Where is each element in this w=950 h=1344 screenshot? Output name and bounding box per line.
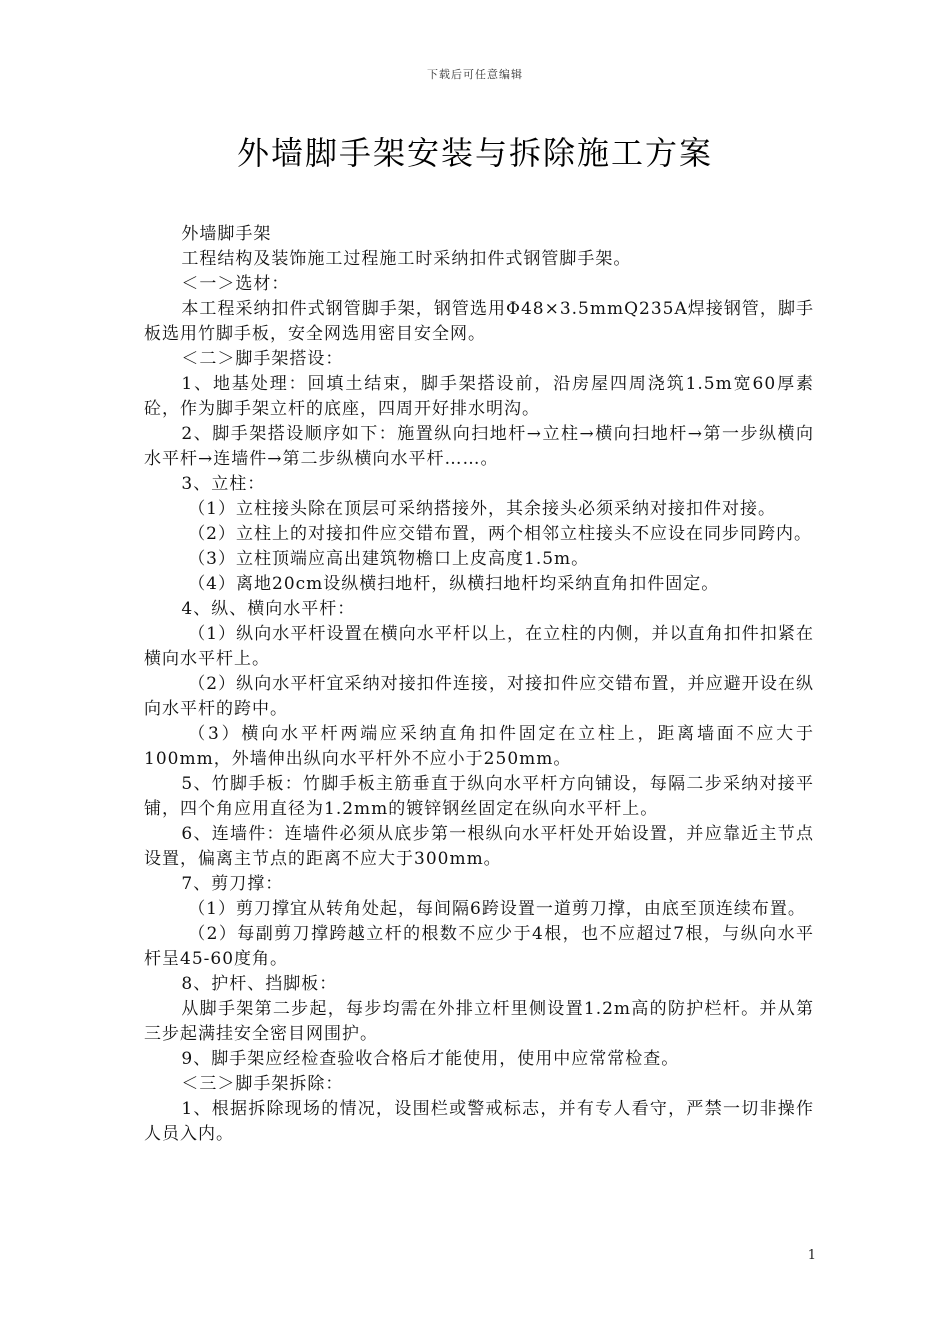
- paragraph: ＜二＞脚手架搭设：: [181, 349, 344, 369]
- paragraph: 9、脚手架应经检查验收合格后才能使用，使用中应常常检查。: [181, 1049, 680, 1069]
- paragraph: 3、立柱：: [181, 474, 266, 494]
- document-body: [144, 222, 814, 1147]
- paragraph: 从脚手架第二步起，每步均需在外排立杆里侧设置1.2m高的防护栏杆。并从第三步起满挂安全密目网围护。: [144, 999, 814, 1044]
- paragraph: （2）每副剪刀撑跨越立杆的根数不应少于4根，也不应超过7根，与纵向水平杆呈45-60度角。: [144, 924, 814, 969]
- paragraph: 5、竹脚手板：竹脚手板主筋垂直于纵向水平杆方向铺设，每隔二步采纳对接平铺，四个角应用直径为1.2mm的镀锌钢丝固定在纵向水平杆上。: [144, 774, 814, 819]
- document-title: 外墙脚手架安装与拆除施工方案: [236, 134, 713, 172]
- paragraph: （2）纵向水平杆宜采纳对接扣件连接，对接扣件应交错布置，并应避开设在纵向水平杆的跨中。: [144, 674, 814, 719]
- paragraph: （1）立柱接头除在顶层可采纳搭接外，其余接头必须采纳对接扣件对接。: [188, 499, 777, 519]
- paragraph: 工程结构及装饰施工过程施工时采纳扣件式钢管脚手架。: [181, 249, 632, 269]
- paragraph: 4、纵、横向水平杆：: [181, 599, 356, 619]
- paragraph: （2）立柱上的对接扣件应交错布置，两个相邻立柱接头不应设在同步同跨内。: [188, 524, 813, 544]
- paragraph: （3）横向水平杆两端应采纳直角扣件固定在立柱上，距离墙面不应大于100mm，外墙伸出纵向水平杆外不应小于250mm。: [144, 724, 814, 769]
- paragraph: 8、护杆、挡脚板：: [181, 974, 338, 994]
- paragraph: 本工程采纳扣件式钢管脚手架，钢管选用Φ48×3.5mmQ235A焊接钢管，脚手板选用竹脚手板，安全网选用密目安全网。: [144, 299, 814, 344]
- page-number: 1: [807, 1248, 816, 1263]
- paragraph: ＜三＞脚手架拆除：: [181, 1074, 344, 1094]
- paragraph: 6、连墙件：连墙件必须从底步第一根纵向水平杆处开始设置，并应靠近主节点设置，偏离主节点的距离不应大于300mm。: [144, 824, 814, 869]
- paragraph: 1、地基处理：回填土结束，脚手架搭设前，沿房屋四周浇筑1.5m宽60厚素砼，作为脚手架立杆的底座，四周开好排水明沟。: [144, 374, 814, 419]
- page-header: 下载后可任意编辑: [427, 68, 523, 81]
- paragraph: （4）离地20cm设纵横扫地杆，纵横扫地杆均采纳直角扣件固定。: [188, 574, 720, 594]
- paragraph: ＜一＞选材：: [181, 274, 290, 294]
- paragraph: 外墙脚手架: [181, 224, 272, 244]
- paragraph: （1）纵向水平杆设置在横向水平杆以上，在立柱的内侧，并以直角扣件扣紧在横向水平杆上。: [144, 624, 814, 669]
- paragraph: （1）剪刀撑宜从转角处起，每间隔6跨设置一道剪刀撑，由底至顶连续布置。: [188, 899, 806, 919]
- paragraph: （3）立柱顶端应高出建筑物檐口上皮高度1.5m。: [188, 549, 590, 569]
- paragraph: 1、根据拆除现场的情况，设围栏或警戒标志，并有专人看守，严禁一切非操作人员入内。: [144, 1099, 814, 1144]
- paragraph: 2、脚手架搭设顺序如下：施置纵向扫地杆→立柱→横向扫地杆→第一步纵横向水平杆→连墙件→第二步纵横向水平杆……。: [144, 424, 814, 469]
- paragraph: 7、剪刀撑：: [181, 874, 284, 894]
